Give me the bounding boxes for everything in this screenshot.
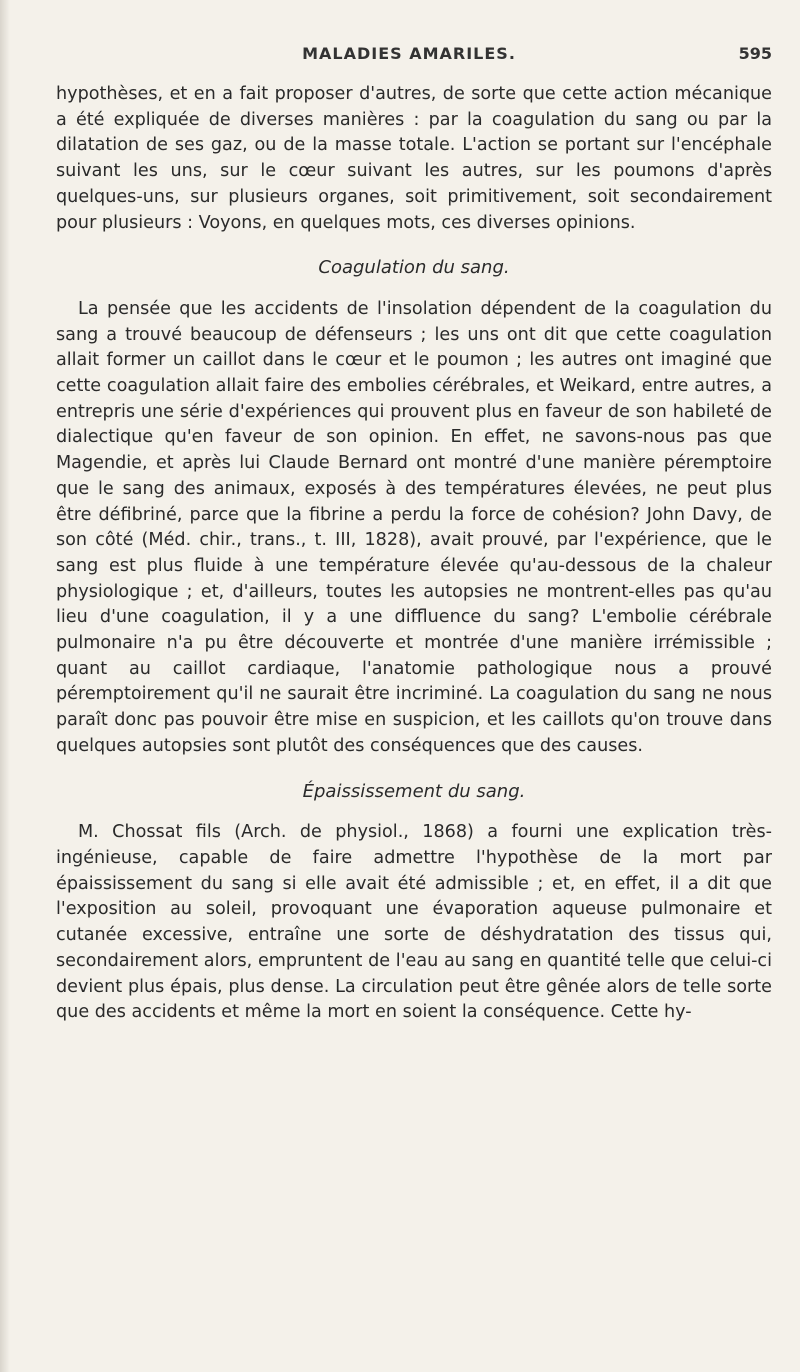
paragraph-2: La pensée que les accidents de l'insolation dépendent de la coagulation du sang a trouvé beaucoup de défenseurs ; les uns ont dit que cette coagulation allait former un caillot dans le cœur et le poumon ; les autres ont imaginé que cette coagulation allait faire des embolies cérébrales, et Weikard, entre autres, a entrepris une série d'expériences qui prouvent plus en faveur de son habileté de dialectique qu'en faveur de son opinion. En effet, ne savons-nous pas que Magendie, et après lui Claude Bernard ont montré d'une manière péremptoire que le sang des animaux, exposés à des températures élevées, ne peut plus être défibriné, parce que la fibrine a perdu la force de cohésion? John Davy, de son côté (Méd. chir., trans., t. III, 1828), avait prouvé, par l'expérience, que le sang est plus fluide à une température élevée qu'au-dessous de la chaleur physiologique ; et, d'ailleurs, toutes les autopsies ne montrent-elles pas qu'au lieu d'une coagulation, il y a une diffluence du sang? L'embolie cérébrale pulmonaire n'a pu être découverte et montrée d'une manière irrémissible ; quant au caillot cardiaque, l'anatomie pathologique nous a prouvé péremptoirement qu'il ne saurait être incriminé. La coagulation du sang ne nous paraît donc pas pouvoir être mise en suspicion, et les caillots qu'on trouve dans quelques autopsies sont plutôt des conséquences que des causes. (56, 298, 772, 756)
page-edge-shadow (0, 0, 10, 1372)
running-title: MALADIES AMARILES. (302, 44, 516, 63)
paragraph-3: M. Chossat fils (Arch. de physiol., 1868) a fourni une explication très-ingénieuse, capable de faire admettre l'hypothèse de la mort par épaississement du sang si elle avait été admissible ; et, en effet, il a dit que l'exposition au soleil, provoquant une évaporation aqueuse pulmonaire et cutanée excessive, entraîne une sorte de déshydratation des tissus qui, secondairement alors, empruntent de l'eau au sang en quantité telle que celui-ci devient plus épais, plus dense. La circulation peut être gênée alors de telle sorte que des accidents et même la mort en soient la conséquence. Cette hy- (56, 822, 772, 1023)
section-title-coagulation: Coagulation du sang. (318, 257, 510, 279)
section-title-epaississement: Épaississement du sang. (302, 780, 526, 802)
running-head (46, 44, 772, 68)
body-text (56, 82, 772, 1026)
page-number: 595 (738, 44, 772, 63)
paragraph-1: hypothèses, et en a fait proposer d'autres, de sorte que cette action mécanique a été expliquée de diverses manières : par la coagulation du sang ou par la dilatation de ses gaz, ou de la masse totale. L'action se portant sur l'encéphale suivant les uns, sur le cœur suivant les autres, sur les poumons d'après quelques-uns, sur plusieurs organes, soit primitivement, soit secondairement pour plusieurs : Voyons, en quelques mots, ces diverses opinions. (56, 84, 772, 233)
